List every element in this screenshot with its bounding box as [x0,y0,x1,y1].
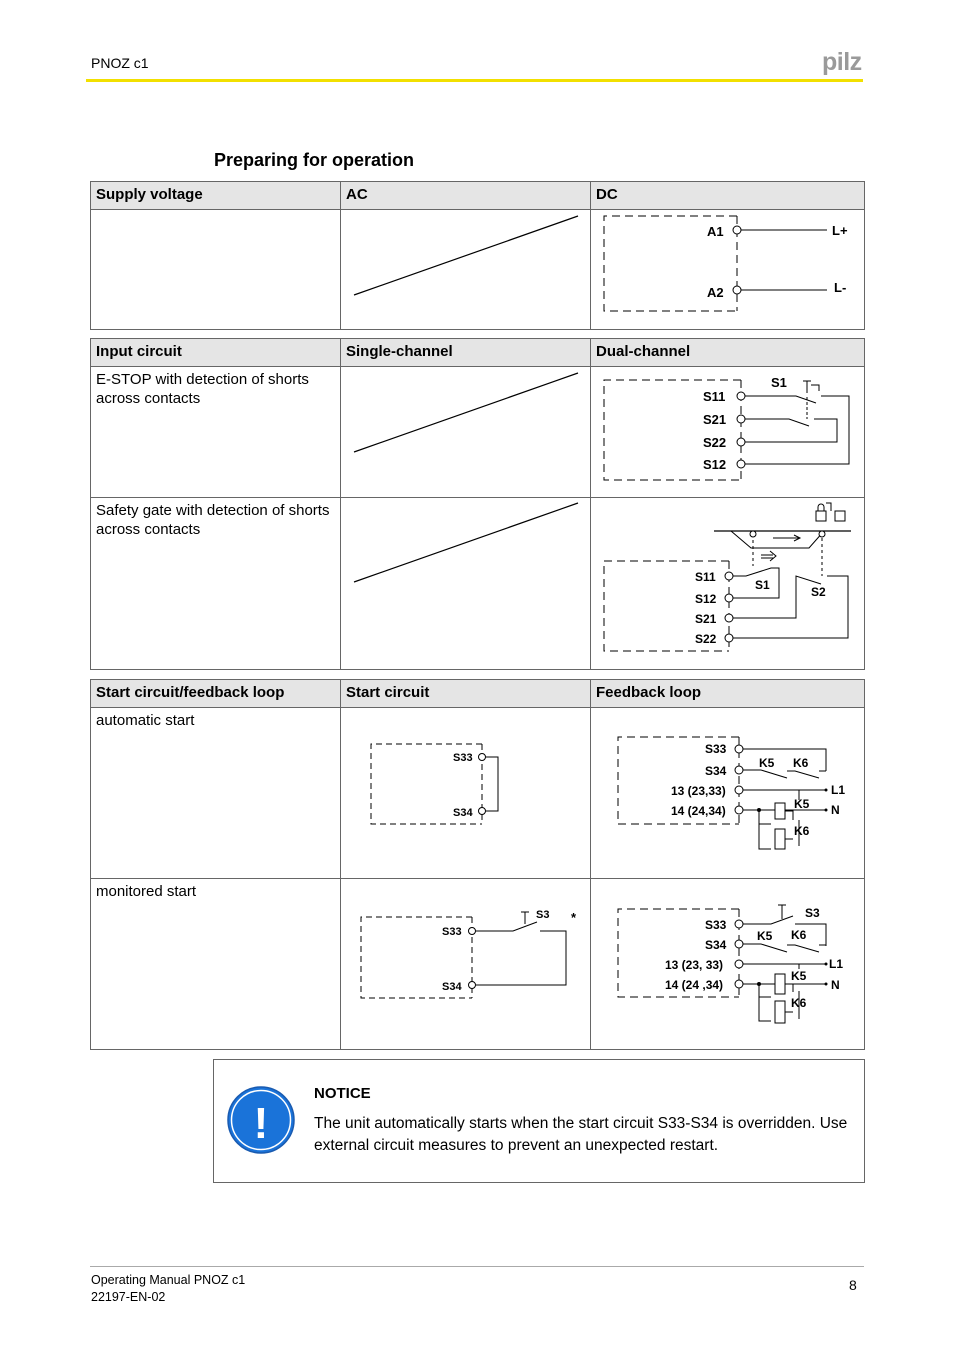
mon-start-s34-label: S34 [442,981,462,993]
auto-fb-n-label: N [831,803,840,817]
mon-fb-s33-label: S33 [705,918,727,932]
estop-s1-label: S1 [771,375,787,390]
auto-feedback-diagram [591,708,864,878]
gate-row-label: Safety gate with detection of shorts across contacts [96,502,330,538]
header-divider [86,79,863,82]
auto-fb-k5-coil-label: K5 [794,797,810,811]
section-title: Preparing for operation [214,150,415,170]
input-header-single: Single-channel [346,343,453,360]
page-number: 8 [849,1277,857,1293]
estop-row-label: E-STOP with detection of shorts across contacts [96,371,309,407]
auto-fb-l1-label: L1 [831,783,846,797]
input-header-dual: Dual-channel [596,343,691,360]
mon-fb-13-label: 13 (23, 33) [665,958,724,972]
pilz-logo: pilz [822,48,862,76]
estop-single-cell [341,367,591,498]
footer-doc-number: 22197-EN-02 [91,1290,166,1304]
auto-start-diagram [341,708,590,878]
auto-fb-k6-coil-label: K6 [794,824,810,838]
gate-s22-label: S22 [695,632,717,646]
supply-voltage-table [90,181,865,330]
notice-icon-glyph: ! [253,1099,269,1148]
monitored-start-diagram [341,879,590,1049]
ac-not-applicable-line [341,210,590,329]
auto-fb-13-label: 13 (23,33) [671,784,726,798]
mon-fb-k6-coil-label: K6 [791,996,807,1010]
gate-s12-label: S12 [695,592,717,606]
gate-dual-wiring-diagram [591,498,864,669]
auto-fb-s33-label: S33 [705,742,727,756]
notice-text: The unit automatically starts when the start circuit S33-S34 is overridden. Use external circuit measures to prevent an unexpected restart. [314,1115,848,1154]
warning-exclamation-icon [227,1086,295,1159]
mon-start-s3-label: S3 [536,909,550,921]
auto-start-s34-label: S34 [453,807,473,819]
mon-fb-k5-label: K5 [757,929,773,943]
mon-start-star-label: * [571,910,577,925]
auto-fb-k5-label: K5 [759,756,775,770]
estop-s22-label: S22 [703,435,727,450]
gate-single-cell [341,498,591,670]
supply-header-ac: AC [346,186,368,203]
dc-wiring-diagram [591,210,864,329]
notice-title: NOTICE [314,1085,371,1102]
estop-single-not-applicable-line [341,367,590,497]
supply-header-col1: Supply voltage [96,186,203,203]
input-header-col1: Input circuit [96,343,182,360]
auto-start-s33-label: S33 [453,752,473,764]
estop-s12-label: S12 [703,457,727,472]
footer-divider [90,1266,864,1267]
estop-dual-wiring-diagram [591,367,864,497]
mon-fb-14-label: 14 (24 ,34) [665,978,724,992]
input-circuit-table [90,338,865,670]
monitored-feedback-cell [591,879,865,1050]
supply-ac-cell [341,210,591,330]
supply-header-dc: DC [596,186,618,203]
gate-s11-label: S11 [695,570,716,584]
start-header-feedback: Feedback loop [596,684,702,701]
auto-feedback-cell [591,708,865,879]
estop-dual-cell [591,367,865,498]
gate-s1-label: S1 [755,578,770,592]
auto-fb-k6-label: K6 [793,756,809,770]
header-title: PNOZ c1 [91,55,149,71]
auto-start-cell [341,708,591,879]
mon-fb-k5-coil-label: K5 [791,969,807,983]
dc-a2-label: A2 [707,285,724,300]
start-header-start: Start circuit [346,684,430,701]
mon-fb-s3-label: S3 [805,906,820,920]
dc-lminus-label: L- [834,280,847,295]
mon-fb-k6-label: K6 [791,928,807,942]
estop-s21-label: S21 [703,412,727,427]
monitored-start-cell [341,879,591,1050]
mon-fb-n-label: N [831,978,840,992]
start-header-col1: Start circuit/feedback loop [96,684,285,701]
dc-lplus-label: L+ [832,223,848,238]
mon-fb-l1-label: L1 [829,957,844,971]
notice-box [213,1059,865,1183]
mon-fb-s34-label: S34 [705,938,727,952]
gate-single-not-applicable-line [341,498,590,669]
start-circuit-table [90,679,865,1050]
monitored-start-row-label: monitored start [96,883,197,900]
auto-fb-14-label: 14 (24,34) [671,804,726,818]
estop-s11-label: S11 [703,389,726,404]
auto-start-row-label: automatic start [96,712,195,729]
dc-a1-label: A1 [707,224,724,239]
footer-manual-title: Operating Manual PNOZ c1 [91,1273,246,1287]
gate-s21-label: S21 [695,612,717,626]
supply-dc-cell [591,210,865,330]
monitored-feedback-diagram [591,879,864,1049]
gate-dual-cell [591,498,865,670]
mon-start-s33-label: S33 [442,926,462,938]
auto-fb-s34-label: S34 [705,764,727,778]
gate-s2-label: S2 [811,585,826,599]
supply-empty-cell [91,210,341,330]
